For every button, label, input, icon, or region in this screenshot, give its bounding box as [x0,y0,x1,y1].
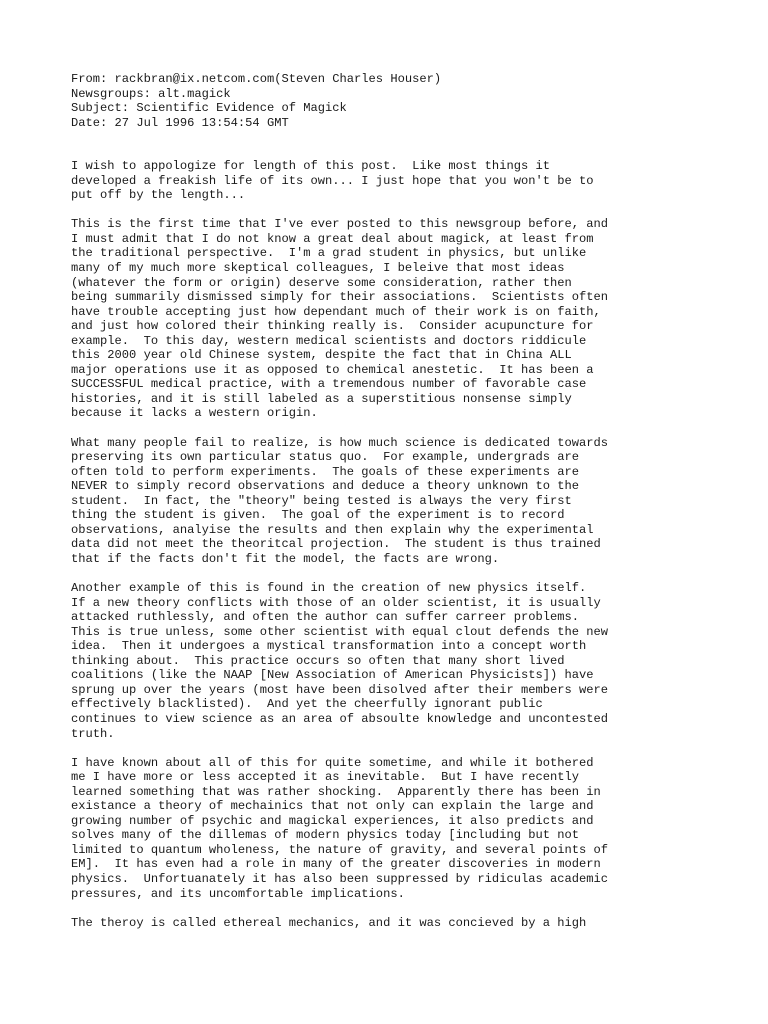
text-line: SUCCESSFUL medical practice, with a tremendous number of favorable case [71,377,587,392]
text-line: sprung up over the years (most have been disolved after their members were [71,682,609,697]
text-line: growing number of psychic and magickal experiences, it also predicts and [71,813,594,828]
text-line: because it lacks a western origin. [71,406,318,421]
text-line: effectively blacklisted). And yet the cheerfully ignorant public [71,697,543,712]
text-line: major operations use it as opposed to chemical anestetic. It has been a [71,362,594,377]
text-line: idea. Then it undergoes a mystical transformation into a concept worth [71,639,587,654]
text-line: EM]. It has even had a role in many of the greater discoveries in modern [71,857,601,872]
text-line: learned something that was rather shocking. Apparently there has been in [71,784,601,799]
post-header [71,72,751,130]
text-line: student. In fact, the "theory" being tested is always the very first [71,493,572,508]
text-line: the traditional perspective. I'm a grad student in physics, but unlike [71,246,587,261]
text-line: This is the first time that I've ever posted to this newsgroup before, and [71,217,609,232]
paragraph [71,159,751,203]
text-line: physics. Unfortuanately it has also been suppressed by ridiculas academic [71,871,609,886]
text-line: limited to quantum wholeness, the nature of gravity, and several points of [71,842,609,857]
text-line: data did not meet the theoritcal projection. The student is thus trained [71,537,601,552]
text-line: I wish to appologize for length of this post. Like most things it [71,159,550,174]
text-line: me I have more or less accepted it as inevitable. But I have recently [71,770,580,785]
text-line: have trouble accepting just how dependant much of their work is on faith, [71,304,601,319]
text-line: I have known about all of this for quite sometime, and while it bothered [71,755,594,770]
paragraph [71,217,751,421]
text-line: solves many of the dillemas of modern physics today [including but not [71,828,580,843]
text-line: attacked ruthlessly, and often the author can suffer carreer problems. [71,610,580,625]
text-line: example. To this day, western medical scientists and doctors riddicule [71,333,587,348]
newsgroups-line: Newsgroups: alt.magick [71,86,231,101]
text-line: preserving its own particular status quo. For example, undergrads are [71,450,580,465]
text-line: truth. [71,726,115,741]
date-line: Date: 27 Jul 1996 13:54:54 GMT [71,115,289,130]
text-line: and just how colored their thinking really is. Consider acupuncture for [71,319,594,334]
text-line: (whatever the form or origin) deserve some consideration, rather then [71,275,572,290]
text-line: histories, and it is still labeled as a superstitious nonsense simply [71,391,572,406]
paragraph [71,581,751,741]
subject-line: Subject: Scientific Evidence of Magick [71,101,347,116]
text-line: This is true unless, some other scientist with equal clout defends the new [71,624,609,639]
text-line: many of my much more skeptical colleagues, I beleive that most ideas [71,261,565,276]
text-line: I must admit that I do not know a great deal about magick, at least from [71,231,594,246]
text-line: thinking about. This practice occurs so often that many short lived [71,653,565,668]
text-line: developed a freakish life of its own... I just hope that you won't be to [71,173,594,188]
text-line: that if the facts don't fit the model, the facts are wrong. [71,551,500,566]
text-line: existance a theory of mechainics that not only can explain the large and [71,799,594,814]
text-line: this 2000 year old Chinese system, despite the fact that in China ALL [71,348,572,363]
text-line: put off by the length... [71,188,246,203]
text-line: What many people fail to realize, is how much science is dedicated towards [71,435,609,450]
text-line: If a new theory conflicts with those of an older scientist, it is usually [71,595,601,610]
from-line: From: rackbran@ix.netcom.com(Steven Charles Houser) [71,72,442,86]
text-line: NEVER to simply record observations and deduce a theory unknown to the [71,479,580,494]
text-line: The theroy is called ethereal mechanics, and it was concieved by a high [71,915,587,930]
newsgroup-post [71,72,751,945]
text-line: pressures, and its uncomfortable implications. [71,886,405,901]
post-body [71,159,751,930]
paragraph [71,916,751,931]
text-line: continues to view science as an area of absoulte knowledge and uncontested [71,711,609,726]
text-line: being summarily dismissed simply for their associations. Scientists often [71,290,609,305]
text-line: often told to perform experiments. The goals of these experiments are [71,464,580,479]
paragraph [71,756,751,901]
text-line: coalitions (like the NAAP [New Association of American Physicists]) have [71,668,594,683]
paragraph [71,436,751,567]
text-line: thing the student is given. The goal of the experiment is to record [71,508,565,523]
text-line: Another example of this is found in the creation of new physics itself. [71,581,587,596]
text-line: observations, analyise the results and then explain why the experimental [71,522,594,537]
